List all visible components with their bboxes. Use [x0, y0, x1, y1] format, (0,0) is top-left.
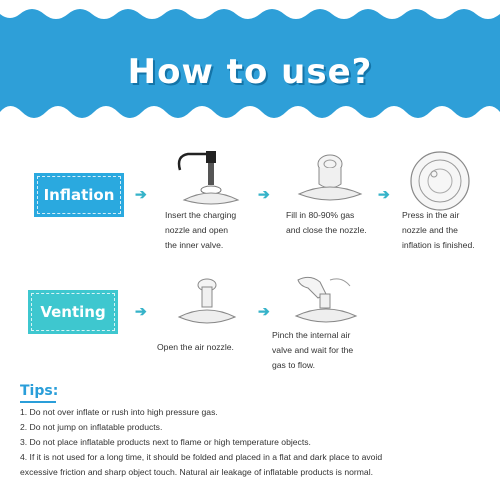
inflation-step-1 — [165, 208, 236, 253]
tip-item: 4. If it is not used for a long time, it should be folded and placed in a flat and dark place to avoid — [20, 452, 383, 462]
tips-title: Tips: — [20, 383, 59, 399]
inflation-step-3-line1: Press in the air — [402, 210, 460, 220]
venting-step-1 — [157, 340, 234, 355]
pinch-valve-icon — [290, 272, 362, 330]
tip-item: 3. Do not place inflatable products next to flame or high temperature objects. — [20, 437, 311, 447]
arrow-right-icon: ➔ — [258, 186, 270, 202]
venting-step-2-line2: valve and wait for the — [272, 345, 354, 355]
arrow-right-icon: ➔ — [378, 186, 390, 202]
inflation-step-3-line3: inflation is finished. — [402, 240, 475, 250]
tips-list — [20, 405, 490, 480]
venting-step-1-line1: Open the air nozzle. — [157, 342, 234, 352]
inflation-label: Inflation — [34, 173, 124, 217]
venting-step-2-line3: gas to flow. — [272, 360, 315, 370]
open-nozzle-icon — [175, 275, 239, 333]
tip-item: 1. Do not over inflate or rush into high pressure gas. — [20, 407, 218, 417]
page-title: How to use? — [127, 52, 373, 92]
inflation-step-2-line1: Fill in 80-90% gas — [286, 210, 355, 220]
inflation-step-1-line1: Insert the charging — [165, 210, 237, 220]
inflation-step-1-line3: the inner valve. — [165, 240, 224, 250]
inflation-step-2 — [286, 208, 367, 238]
inflation-step-1-line2: nozzle and open — [165, 225, 229, 235]
filled-valve-icon — [295, 150, 365, 208]
tip-item: excessive friction and sharp object touch. Natural air leakage of inflatable products is normal. — [20, 467, 374, 477]
tip-item: 2. Do not jump on inflatable products. — [20, 422, 163, 432]
arrow-right-icon: ➔ — [135, 303, 147, 319]
inflation-step-2-line2: and close the nozzle. — [286, 225, 367, 235]
inflation-step-3-line2: nozzle and the — [402, 225, 458, 235]
charging-nozzle-icon — [170, 148, 240, 210]
venting-label: Venting — [28, 290, 118, 334]
arrow-right-icon: ➔ — [258, 303, 270, 319]
venting-step-2-line1: Pinch the internal air — [272, 330, 351, 340]
arrow-right-icon: ➔ — [135, 186, 147, 202]
tips-underline — [20, 401, 56, 403]
inflation-step-3 — [402, 208, 475, 253]
venting-step-2 — [272, 328, 353, 373]
closed-valve-icon — [408, 150, 472, 212]
